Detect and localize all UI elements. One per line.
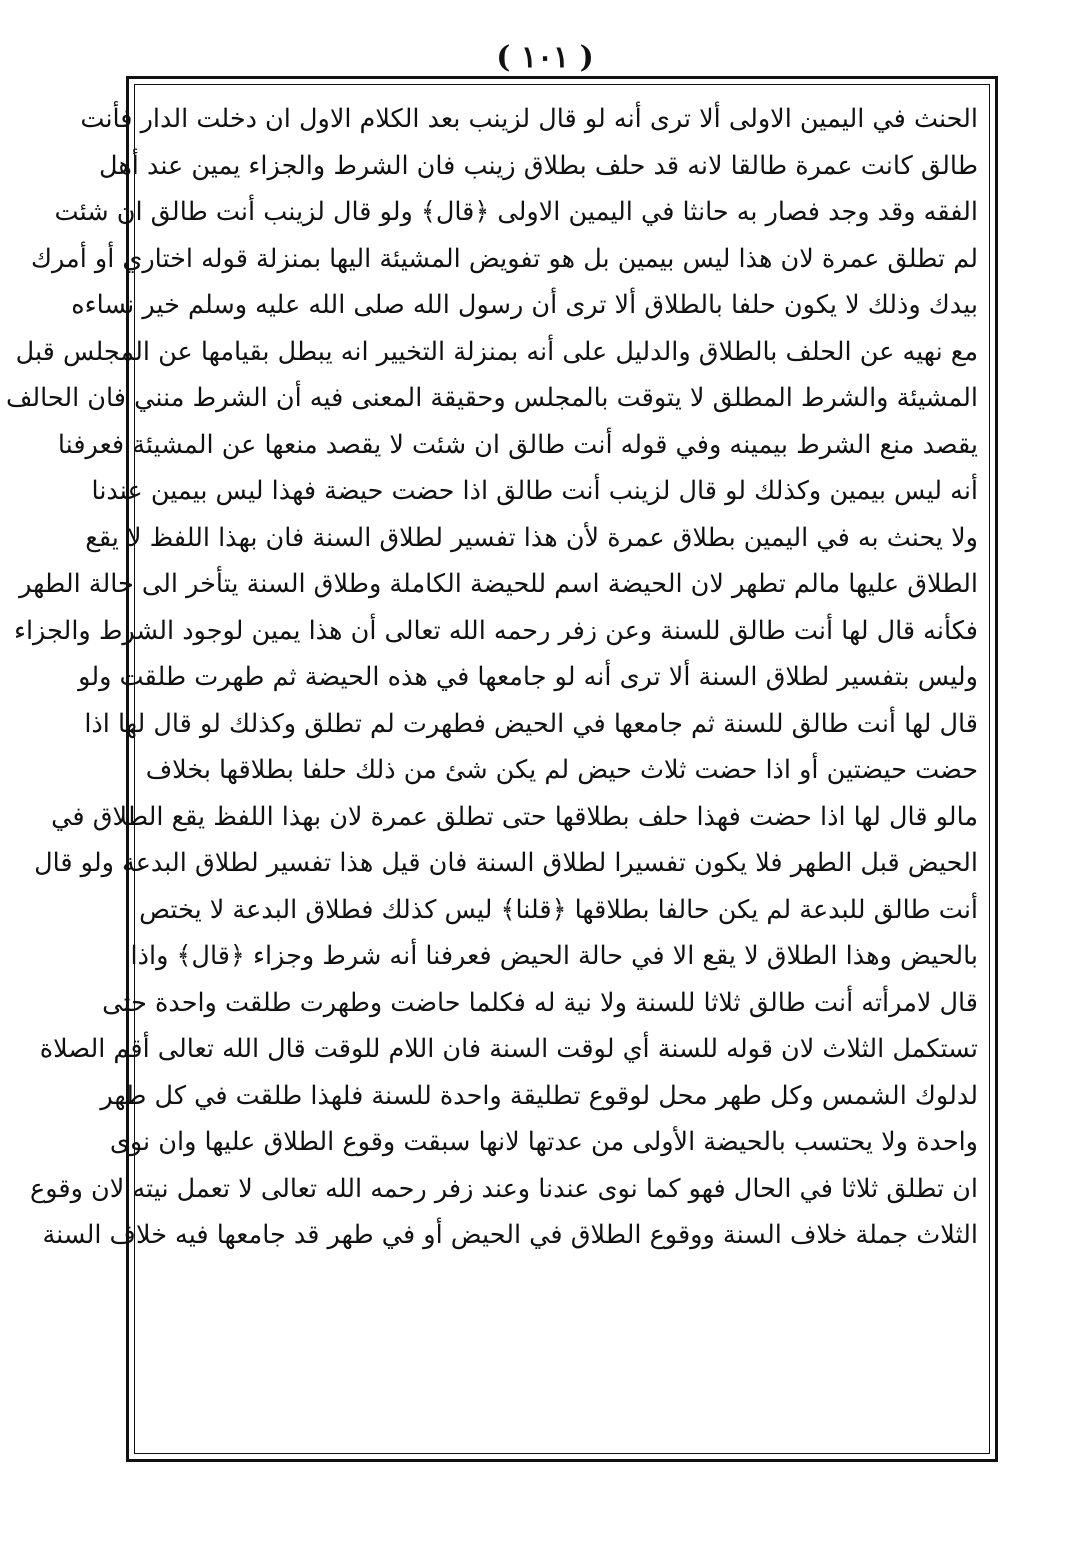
body-text bbox=[5, 96, 978, 1446]
text-line: واحدة ولا يحتسب بالحيضة الأولى من عدتها لانها سبقت وقوع الطلاق عليها وان نوى bbox=[109, 1127, 978, 1157]
text-line: يقصد منع الشرط بيمينه وفي قوله أنت طالق ان شئت لا يقصد منعها عن المشيئة فعرفنا bbox=[57, 429, 978, 460]
text-line: الثلاث جملة خلاف السنة ووقوع الطلاق في الحيض أو في طهر قد جامعها فيه خلاف السنة bbox=[42, 1220, 978, 1250]
text-line: وليس بتفسير لطلاق السنة ألا ترى أنه لو جامعها في هذه الحيضة ثم طهرت طلقت ولو bbox=[78, 662, 978, 692]
text-line: المشيئة والشرط المطلق لا يتوقت بالمجلس وحقيقة المعنى فيه أن الشرط منني فان الحالف bbox=[5, 383, 978, 413]
text-line: مع نهيه عن الحلف بالطلاق والدليل على أنه بمنزلة التخيير انه يبطل بقيامها عن المجلس قبل bbox=[15, 336, 978, 367]
text-line: الفقه وقد وجد فصار به حانثا في اليمين الاولى ﴿قال﴾ ولو قال لزينب أنت طالق ان شئت bbox=[54, 197, 978, 227]
text-line: تستكمل الثلاث لان قوله للسنة أي لوقت السنة فان اللام للوقت قال الله تعالى أقم الصلاة bbox=[39, 1034, 978, 1064]
text-line: مالو قال لها اذا حضت فهذا حلف بطلاقها حتى تطلق عمرة لان بهذا اللفظ يقع الطلاق في bbox=[51, 801, 978, 832]
text-line: أنت طالق للبدعة لم يكن حالفا بطلاقها ﴿قلنا﴾ ليس كذلك فطلاق البدعة لا يختص bbox=[139, 894, 978, 925]
text-line: الحنث في اليمين الاولى ألا ترى أنه لو قال لزينب بعد الكلام الاول ان دخلت الدار فأنت bbox=[80, 104, 978, 134]
text-line: حضت حيضتين أو اذا حضت ثلاث حيض لم يكن شئ من ذلك حلفا بطلاقها بخلاف bbox=[145, 755, 978, 785]
page-number: ( ١٠١ ) bbox=[496, 40, 594, 75]
text-line: الطلاق عليها مالم تطهر لان الحيضة اسم للحيضة الكاملة وطلاق السنة يتأخر الى حالة الطهر bbox=[19, 569, 978, 599]
text-line: قال لها أنت طالق للسنة ثم جامعها في الحيض فطهرت لم تطلق وكذلك لو قال لها اذا bbox=[84, 708, 978, 739]
text-line: طالق كانت عمرة طالقا لانه قد حلف بطلاق زينب فان الشرط والجزاء يمين عند أهل bbox=[99, 150, 978, 181]
text-line: ان تطلق ثلاثا في الحال فهو كما نوى عندنا وعند زفر رحمه الله تعالى لا تعمل نيته لان وقوع bbox=[30, 1173, 978, 1204]
text-line: قال لامرأته أنت طالق ثلاثا للسنة ولا نية له فكلما حاضت وطهرت طلقت واحدة حتى bbox=[102, 987, 978, 1018]
text-line: فكأنه قال لها أنت طالق للسنة وعن زفر رحمه الله تعالى أن هذا يمين لوجود الشرط والجزاء bbox=[13, 615, 978, 646]
text-line: الحيض قبل الطهر فلا يكون تفسيرا لطلاق السنة فان قيل هذا تفسير لطلاق البدعة ولو قال bbox=[34, 848, 978, 878]
text-line: لدلوك الشمس وكل طهر محل لوقوع تطليقة واحدة للسنة فلهذا طلقت في كل طهر bbox=[100, 1080, 978, 1111]
text-line: ولا يحنث به في اليمين بطلاق عمرة لأن هذا تفسير لطلاق السنة فان بهذا اللفظ لا يقع bbox=[85, 522, 978, 553]
text-line: لم تطلق عمرة لان هذا ليس بيمين بل هو تفويض المشيئة اليها بمنزلة قوله اختاري أو أمرك bbox=[30, 243, 978, 274]
text-line: بيدك وذلك لا يكون حلفا بالطلاق ألا ترى أن رسول الله صلى الله عليه وسلم خير نساءه bbox=[71, 290, 978, 320]
text-line: بالحيض وهذا الطلاق لا يقع الا في حالة الحيض فعرفنا أنه شرط وجزاء ﴿قال﴾ واذا bbox=[130, 941, 978, 971]
text-line: أنه ليس بيمين وكذلك لو قال لزينب أنت طالق اذا حضت حيضة فهذا ليس بيمين عندنا bbox=[91, 476, 978, 506]
